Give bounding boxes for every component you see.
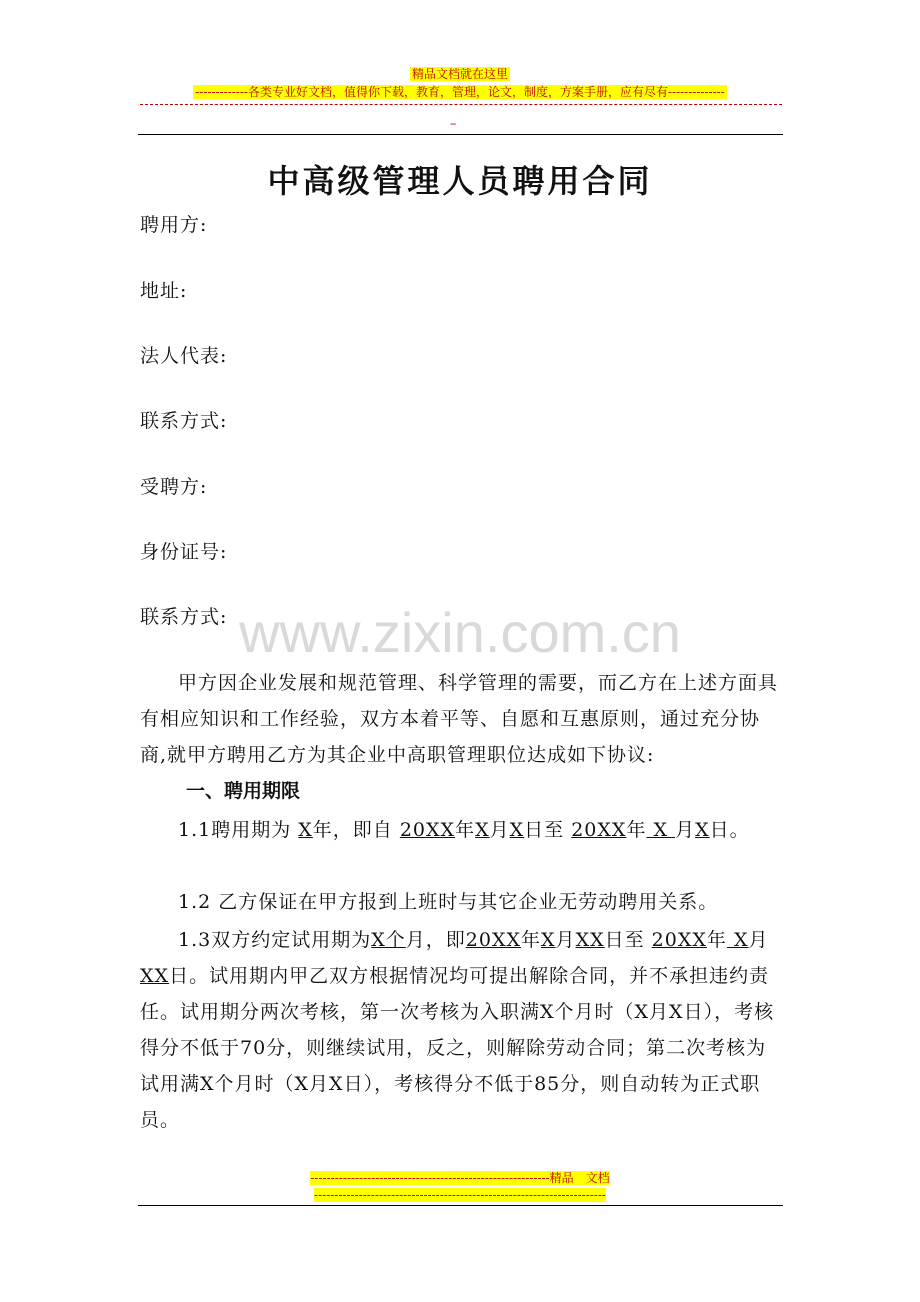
header-rule <box>138 134 783 135</box>
footer-rule <box>138 1205 783 1206</box>
header-dashed-rule <box>140 104 782 105</box>
header-dash-tail: -- <box>450 118 456 130</box>
field-employee: 受聘方: <box>140 476 208 498</box>
field-legal-rep: 法人代表: <box>140 345 228 367</box>
field-employer: 聘用方: <box>140 214 208 236</box>
clause-1-2: 1.2 乙方保证在甲方报到上班时与其它企业无劳动聘用关系。 <box>178 891 719 913</box>
document-title: 中高级管理人员聘用合同 <box>267 162 653 200</box>
header-banner: -------------各类专业好文档，值得你下载，教育，管理，论文，制度，方案手册，应有尽有-------------- <box>195 85 725 99</box>
header-tagline: 精品文档就在这里 <box>411 67 508 81</box>
field-contact: 联系方式: <box>140 410 228 432</box>
footer-banner: -----------------------------------------------------------精品 文档 <box>310 1171 610 1185</box>
field-employee-contact: 联系方式: <box>140 606 228 628</box>
clause-1-3: 1.3双方约定试用期为X个月，即20XX年X月XX日至 20XX年 X月XX日。试用期内甲乙双方根据情况均可提出解除合同，并不承担违约责任。试用期分两次考核，第一次考核为入职满X个月时（X月X日），考核得分不低于70分，则继续试用，反之，则解除劳动合同；第二次考核为试用满X个月时（X月X日），考核得分不低于85分，则自动转为正式职员。 <box>140 929 775 1131</box>
clause-1-1: 1.1聘用期为 X年，即自 20XX年X月X日至 20XX年 X 月X日。 <box>178 819 750 841</box>
field-address: 地址: <box>140 280 188 302</box>
field-id-number: 身份证号: <box>140 541 228 563</box>
section-heading-term: 一、聘用期限 <box>186 780 301 802</box>
footer-dashes: ------------------------------------------------------------------------ <box>314 1188 606 1202</box>
intro-paragraph: 甲方因企业发展和规范管理、科学管理的需要，而乙方在上述方面具有相应知识和工作经验，双方本着平等、自愿和互惠原则，通过充分协商,就甲方聘用乙方为其企业中高职管理职位达成如下协议: <box>140 672 779 766</box>
watermark: www.zixin.com.cn <box>239 601 681 664</box>
